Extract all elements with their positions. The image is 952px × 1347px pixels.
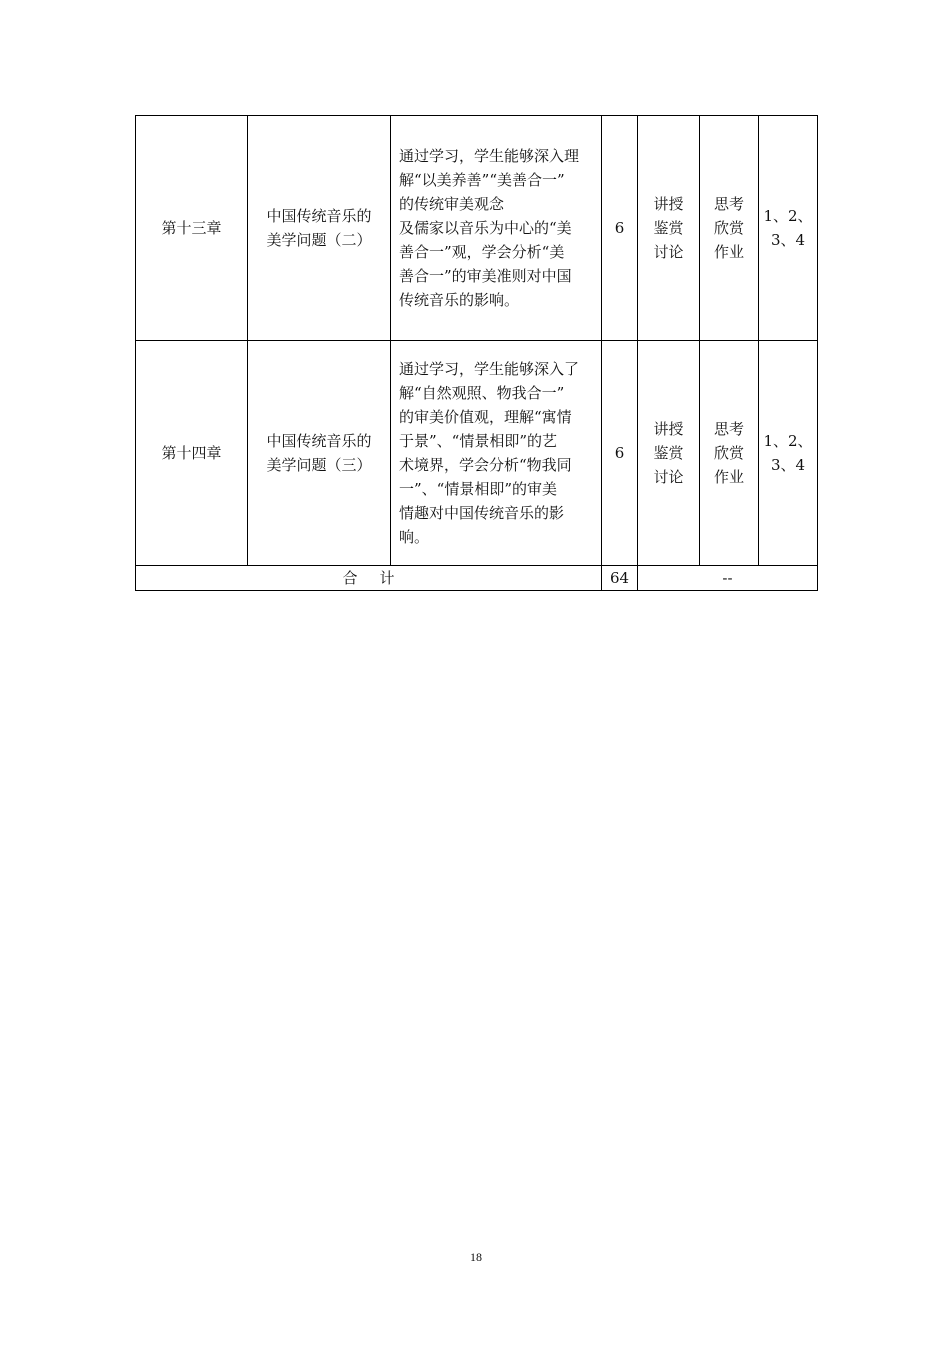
hours-cell: 6 <box>602 116 638 341</box>
assessment-cell: 思考 欣赏 作业 <box>700 116 759 341</box>
assessment-cell: 思考 欣赏 作业 <box>700 341 759 566</box>
total-hours-cell: 64 <box>602 566 638 591</box>
table-row <box>136 116 818 341</box>
course-schedule-table <box>135 115 818 591</box>
chapter-cell: 第十四章 <box>136 341 248 566</box>
goals-cell: 1、2、 3、4 <box>759 116 818 341</box>
objective-cell: 通过学习，学生能够深入了 解“自然观照、物我合一” 的审美价值观，理解“寓情 于景”、“情景相即”的艺 术境界，学会分析“物我同 一”、“情景相即”的审美 情趣对中国传统音乐的影 响。 <box>391 341 602 566</box>
table-row <box>136 341 818 566</box>
total-label-cell <box>136 566 602 591</box>
page-number: 18 <box>470 1250 482 1264</box>
objective-cell: 通过学习，学生能够深入理 解“以美养善”“美善合一” 的传统审美观念 及儒家以音乐为中心的“美 善合一”观，学会分析“美 善合一”的审美准则对中国 传统音乐的影响。 <box>391 116 602 341</box>
methods-cell: 讲授 鉴赏 讨论 <box>638 341 700 566</box>
topic-cell: 中国传统音乐的 美学问题（三） <box>248 341 391 566</box>
total-rest-cell: -- <box>638 566 818 591</box>
methods-cell: 讲授 鉴赏 讨论 <box>638 116 700 341</box>
total-row <box>136 566 818 591</box>
goals-cell: 1、2、 3、4 <box>759 341 818 566</box>
chapter-cell: 第十三章 <box>136 116 248 341</box>
total-label: 合计 <box>342 569 417 587</box>
hours-cell: 6 <box>602 341 638 566</box>
topic-cell: 中国传统音乐的 美学问题（二） <box>248 116 391 341</box>
